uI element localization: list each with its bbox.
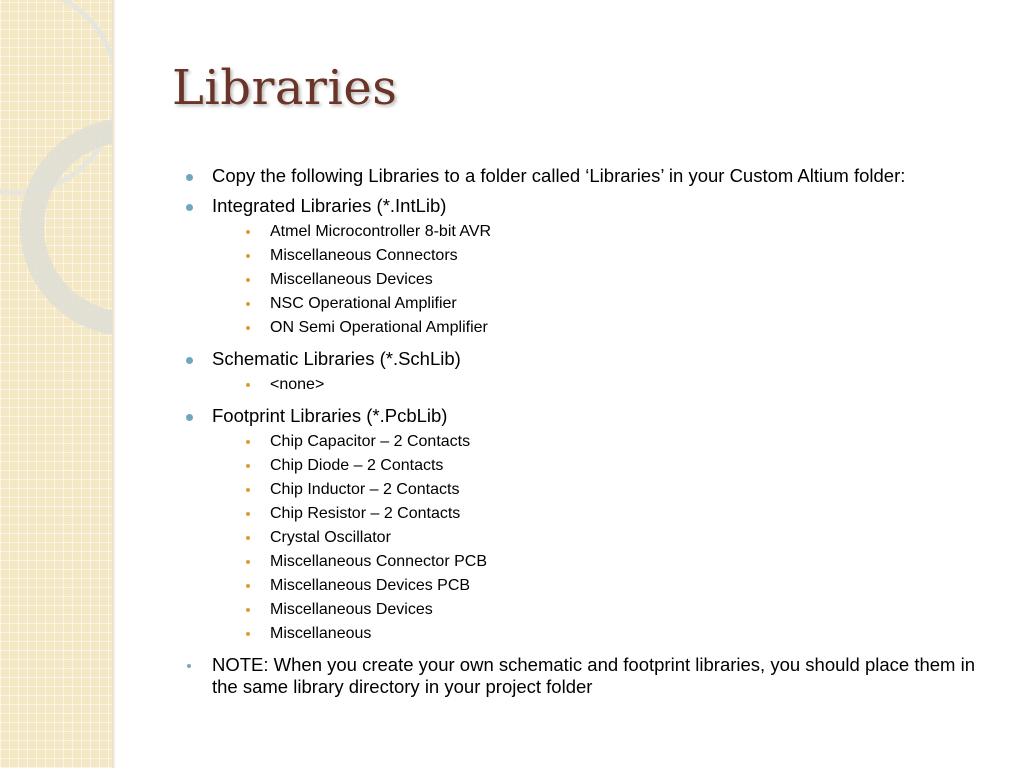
sub-bullet-item	[270, 574, 1002, 598]
sub-list	[212, 430, 1002, 646]
sub-bullet-text: Crystal Oscillator	[270, 529, 391, 546]
sub-bullet-item	[270, 598, 1002, 622]
bullet-dot-icon	[186, 174, 193, 181]
sub-bullet-icon	[246, 536, 250, 540]
sub-bullet-icon	[246, 326, 250, 330]
note-text: NOTE: When you create your own schematic and footprint libraries, you should place them in the same library directory in your project folder	[212, 654, 975, 697]
sub-bullet-icon	[246, 254, 250, 258]
bullet-dot-icon	[186, 357, 193, 364]
sub-bullet-icon	[246, 464, 250, 468]
sub-bullet-item	[270, 478, 1002, 502]
note-item	[212, 654, 1002, 698]
bullet-dot-icon	[187, 664, 191, 668]
sub-bullet-text: Atmel Microcontroller 8-bit AVR	[270, 223, 492, 240]
bullet-item	[212, 405, 1002, 646]
sub-bullet-icon	[246, 512, 250, 516]
sub-bullet-text: Chip Resistor – 2 Contacts	[270, 505, 461, 522]
sub-bullet-item	[270, 430, 1002, 454]
sub-bullet-text: Chip Capacitor – 2 Contacts	[270, 433, 471, 450]
sub-bullet-icon	[246, 302, 250, 306]
bullet-item	[212, 195, 1002, 340]
sub-bullet-text: Miscellaneous Connectors	[270, 247, 458, 264]
sub-bullet-text: ON Semi Operational Amplifier	[270, 319, 488, 336]
bullet-item	[212, 165, 1002, 187]
sub-bullet-text: Miscellaneous Connector PCB	[270, 553, 487, 570]
sub-bullet-item	[270, 244, 1002, 268]
sub-bullet-item	[270, 268, 1002, 292]
sub-bullet-text: Chip Inductor – 2 Contacts	[270, 481, 460, 498]
bullet-item	[212, 348, 1002, 397]
sub-bullet-icon	[246, 560, 250, 564]
sub-list	[212, 220, 1002, 340]
sub-bullet-icon	[246, 608, 250, 612]
sub-bullet-item	[270, 373, 1002, 397]
decorative-sidebar	[0, 0, 112, 768]
sub-bullet-item	[270, 292, 1002, 316]
bullet-text: Schematic Libraries (*.SchLib)	[212, 348, 461, 369]
bullet-text: Copy the following Libraries to a folder called ‘Libraries’ in your Custom Altium folder:	[212, 165, 906, 186]
sub-bullet-icon	[246, 488, 250, 492]
bullet-text: Integrated Libraries (*.IntLib)	[212, 195, 447, 216]
sub-bullet-icon	[246, 278, 250, 282]
sub-bullet-icon	[246, 230, 250, 234]
sub-bullet-icon	[246, 584, 250, 588]
sub-list	[212, 373, 1002, 397]
sub-bullet-text: Miscellaneous Devices	[270, 271, 433, 288]
sub-bullet-icon	[246, 383, 250, 387]
sub-bullet-item	[270, 220, 1002, 244]
sub-bullet-text: NSC Operational Amplifier	[270, 295, 457, 312]
slide-title: Libraries	[172, 60, 398, 116]
sub-bullet-item	[270, 454, 1002, 478]
sub-bullet-text: Miscellaneous Devices PCB	[270, 577, 471, 594]
sub-bullet-text: Chip Diode – 2 Contacts	[270, 457, 444, 474]
sub-bullet-text: Miscellaneous	[270, 625, 372, 642]
sub-bullet-icon	[246, 440, 250, 444]
sub-bullet-item	[270, 550, 1002, 574]
sub-bullet-item	[270, 622, 1002, 646]
bullet-dot-icon	[186, 204, 193, 211]
bullet-text: Footprint Libraries (*.PcbLib)	[212, 405, 448, 426]
sidebar-edge	[112, 0, 116, 768]
sub-bullet-item	[270, 526, 1002, 550]
bullet-dot-icon	[186, 414, 193, 421]
sub-bullet-text: <none>	[270, 376, 325, 393]
sub-bullet-text: Miscellaneous Devices	[270, 601, 433, 618]
sub-bullet-icon	[246, 632, 250, 636]
sub-bullet-item	[270, 316, 1002, 340]
sub-bullet-item	[270, 502, 1002, 526]
slide-body	[212, 165, 1002, 706]
